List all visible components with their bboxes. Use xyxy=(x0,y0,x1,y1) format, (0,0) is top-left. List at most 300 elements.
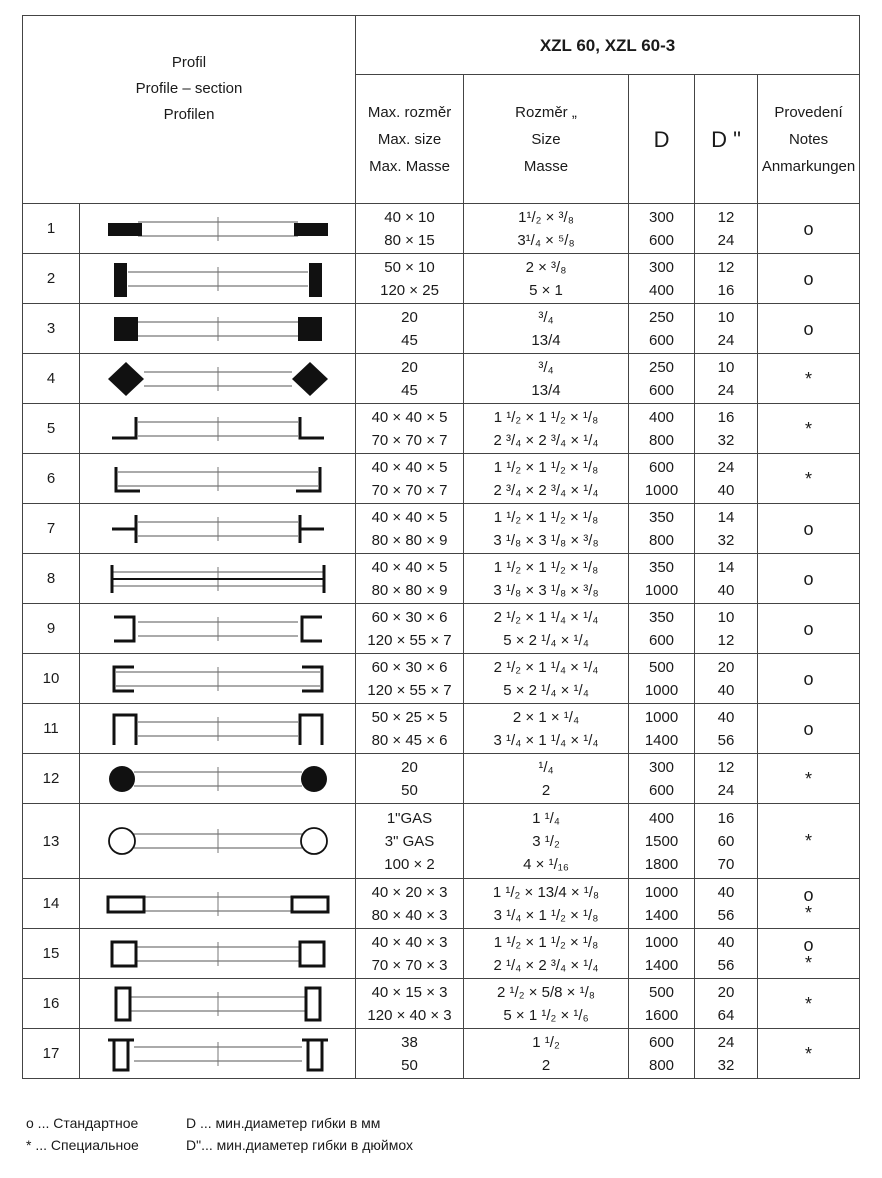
d-inch-cell xyxy=(695,304,758,354)
max-size-cell-line: 100 × 2 xyxy=(384,855,435,873)
d-cell-line: 1500 xyxy=(644,832,679,850)
profile-sketch xyxy=(80,204,356,254)
d-inch-cell-line: 40 xyxy=(717,681,735,699)
note-symbol: * xyxy=(805,993,813,1014)
table-row xyxy=(23,929,860,979)
row-number: 4 xyxy=(23,354,80,404)
d-header: D xyxy=(629,75,695,204)
d-cell-line: 250 xyxy=(649,358,675,376)
d-cell-line: 1000 xyxy=(644,681,679,699)
d-inch-cell-line: 24 xyxy=(717,381,735,399)
size-cell xyxy=(464,979,629,1029)
table-row xyxy=(23,354,860,404)
profile-sketch xyxy=(80,979,356,1029)
note-symbol: o xyxy=(803,618,814,639)
row-number: 5 xyxy=(23,404,80,454)
size-cell xyxy=(464,604,629,654)
maxsize-header-de: Max. Masse xyxy=(369,157,450,175)
d-cell-line: 600 xyxy=(649,1033,675,1051)
max-size-cell-line: 3" GAS xyxy=(384,832,435,850)
d-inch-cell-line: 24 xyxy=(717,781,735,799)
row-number: 12 xyxy=(23,754,80,804)
d-cell xyxy=(629,304,695,354)
note-symbol: * xyxy=(805,952,813,973)
d-cell-line: 800 xyxy=(649,431,675,449)
max-size-cell-line: 80 × 80 × 9 xyxy=(371,581,448,599)
d-cell xyxy=(629,254,695,304)
note-cell xyxy=(758,254,860,304)
max-size-cell xyxy=(356,304,464,354)
d-cell-line: 1000 xyxy=(644,708,679,726)
size-cell-line: 1 ¹/₂ × 13/4 × ¹/₈ xyxy=(492,883,600,901)
d-cell xyxy=(629,804,695,879)
size-cell-line: ³/₄ xyxy=(538,308,554,326)
d-inch-cell-line: 40 xyxy=(717,481,735,499)
table-row xyxy=(23,254,860,304)
max-size-cell-line: 50 xyxy=(401,781,418,799)
diamond-bar-profile-icon xyxy=(80,361,355,397)
table-row xyxy=(23,454,860,504)
flat-bar-vertical-profile-icon xyxy=(80,261,355,297)
d-cell-line: 400 xyxy=(649,809,675,827)
tee-out-profile-icon xyxy=(80,511,355,547)
row-number: 16 xyxy=(23,979,80,1029)
notes-header-en: Notes xyxy=(788,130,829,148)
d-inch-cell-line: 70 xyxy=(717,855,735,873)
note-cell xyxy=(758,979,860,1029)
note-cell xyxy=(758,504,860,554)
maxsize-header xyxy=(356,75,464,204)
d-inch-cell-line: 10 xyxy=(717,358,735,376)
d-inch-cell-line: 60 xyxy=(717,832,735,850)
d-inch-cell xyxy=(695,554,758,604)
note-symbol: * xyxy=(805,831,813,851)
d-cell xyxy=(629,654,695,704)
note-symbol: o xyxy=(803,668,814,689)
d-cell-line: 1800 xyxy=(644,855,679,873)
max-size-cell-line: 80 × 40 × 3 xyxy=(371,906,448,924)
size-header xyxy=(464,75,629,204)
machine-title: XZL 60, XZL 60-3 xyxy=(356,16,860,75)
size-header-cs: Rozměr „ xyxy=(515,103,577,121)
profile-sketch xyxy=(80,929,356,979)
row-number: 10 xyxy=(23,654,80,704)
row-number: 15 xyxy=(23,929,80,979)
d-cell-line: 800 xyxy=(649,1056,675,1074)
max-size-cell xyxy=(356,254,464,304)
profile-sketch xyxy=(80,254,356,304)
max-size-cell xyxy=(356,704,464,754)
note-cell xyxy=(758,604,860,654)
max-size-cell xyxy=(356,504,464,554)
d-inch-cell xyxy=(695,979,758,1029)
d-cell xyxy=(629,404,695,454)
note-symbol: * xyxy=(805,768,813,789)
note-symbol: o xyxy=(803,568,814,589)
max-size-cell xyxy=(356,204,464,254)
table-row xyxy=(23,604,860,654)
d-inch-cell-line: 16 xyxy=(717,408,735,426)
profile-sketch xyxy=(80,654,356,704)
max-size-cell xyxy=(356,654,464,704)
square-bar-profile-icon xyxy=(80,311,355,347)
table-row xyxy=(23,654,860,704)
size-cell-line: 1 ¹/₂ × 1 ¹/₂ × ¹/₈ xyxy=(493,508,599,526)
note-cell xyxy=(758,654,860,704)
d-cell xyxy=(629,454,695,504)
profile-sketch xyxy=(80,554,356,604)
size-cell-line: 2 ¹/₂ × 1 ¹/₄ × ¹/₄ xyxy=(493,658,599,676)
row-number: 8 xyxy=(23,554,80,604)
d-cell-line: 600 xyxy=(649,781,675,799)
max-size-cell-line: 40 × 40 × 5 xyxy=(371,558,448,576)
size-cell-line: 3 ¹/₈ × 3 ¹/₈ × ³/₈ xyxy=(493,531,599,549)
size-cell xyxy=(464,879,629,929)
size-cell-line: 3¹/₄ × ⁵/₈ xyxy=(517,231,575,249)
d-inch-cell-line: 16 xyxy=(717,281,735,299)
row-number: 13 xyxy=(23,804,80,879)
size-cell xyxy=(464,554,629,604)
size-cell-line: 2 × 1 × ¹/₄ xyxy=(512,708,580,726)
size-cell xyxy=(464,454,629,504)
table-row xyxy=(23,504,860,554)
d-cell-line: 600 xyxy=(649,231,675,249)
max-size-cell-line: 60 × 30 × 6 xyxy=(371,608,448,626)
size-cell xyxy=(464,654,629,704)
table-row xyxy=(23,204,860,254)
rect-tube-profile-icon xyxy=(80,886,355,922)
d-inch-cell xyxy=(695,504,758,554)
max-size-cell-line: 40 × 40 × 5 xyxy=(371,458,448,476)
row-number: 3 xyxy=(23,304,80,354)
d-cell-line: 1000 xyxy=(644,883,679,901)
row-number: 17 xyxy=(23,1029,80,1079)
note-cell xyxy=(758,929,860,979)
profile-sketch xyxy=(80,804,356,879)
d-cell-line: 400 xyxy=(649,408,675,426)
note-cell xyxy=(758,204,860,254)
max-size-cell-line: 20 xyxy=(401,358,418,376)
d-cell xyxy=(629,704,695,754)
table-body xyxy=(23,204,860,1079)
size-cell-line: 2 ¹/₂ × 5/8 × ¹/₈ xyxy=(497,983,595,1001)
max-size-cell-line: 40 × 40 × 3 xyxy=(371,933,448,951)
size-cell-line: 13/4 xyxy=(531,331,561,349)
max-size-cell-line: 20 xyxy=(401,308,418,326)
angle-in-profile-icon xyxy=(80,461,355,497)
max-size-cell xyxy=(356,979,464,1029)
size-cell-line: 2 × ³/₈ xyxy=(525,258,567,276)
size-cell xyxy=(464,304,629,354)
d-cell-line: 350 xyxy=(649,508,675,526)
note-symbol: * xyxy=(805,1043,813,1064)
channel-out-profile-icon xyxy=(80,611,355,647)
d-cell-line: 400 xyxy=(649,281,675,299)
size-cell-line: 2 ³/₄ × 2 ³/₄ × ¹/₄ xyxy=(493,431,599,449)
note-symbol: o xyxy=(803,718,814,739)
max-size-cell-line: 40 × 10 xyxy=(384,208,435,226)
size-cell-line: 1¹/₂ × ³/₈ xyxy=(518,208,574,226)
d-inch-cell-line: 40 xyxy=(717,581,735,599)
size-cell-line: 1 ¹/₄ xyxy=(532,809,560,827)
hat-tube-profile-icon xyxy=(80,1036,355,1072)
max-size-cell-line: 80 × 45 × 6 xyxy=(371,731,448,749)
max-size-cell-line: 80 × 15 xyxy=(384,231,435,249)
max-size-cell-line: 40 × 15 × 3 xyxy=(371,983,448,1001)
max-size-cell-line: 45 xyxy=(401,331,418,349)
max-size-cell xyxy=(356,454,464,504)
d-cell-line: 1000 xyxy=(644,581,679,599)
note-symbol: * xyxy=(805,368,813,389)
rect-tube-vertical-profile-icon xyxy=(80,986,355,1022)
size-cell-line: 2 xyxy=(541,1056,551,1074)
tee-in-profile-icon xyxy=(80,561,355,597)
note-symbol: o xyxy=(803,934,814,955)
note-cell xyxy=(758,804,860,879)
d-cell-line: 500 xyxy=(649,658,675,676)
profile-sketch xyxy=(80,504,356,554)
note-symbol: o xyxy=(803,318,814,339)
table-row xyxy=(23,979,860,1029)
bending-capacity-table xyxy=(22,15,860,1079)
d-inch-cell xyxy=(695,929,758,979)
d-cell xyxy=(629,554,695,604)
d-cell-line: 800 xyxy=(649,531,675,549)
d-inch-cell-line: 56 xyxy=(717,906,735,924)
profile-header-de: Profilen xyxy=(163,105,215,123)
max-size-cell-line: 60 × 30 × 6 xyxy=(371,658,448,676)
size-cell-line: 1 ¹/₂ × 1 ¹/₂ × ¹/₈ xyxy=(493,933,599,951)
d-inch-cell-line: 20 xyxy=(717,983,735,1001)
note-cell xyxy=(758,754,860,804)
d-cell-line: 600 xyxy=(649,631,675,649)
d-inch-cell xyxy=(695,254,758,304)
d-inch-cell xyxy=(695,204,758,254)
max-size-cell xyxy=(356,929,464,979)
size-cell xyxy=(464,354,629,404)
d-cell xyxy=(629,754,695,804)
d-cell-line: 1400 xyxy=(644,906,679,924)
table-row xyxy=(23,1029,860,1079)
profile-sketch xyxy=(80,304,356,354)
note-cell xyxy=(758,454,860,504)
d-cell xyxy=(629,354,695,404)
square-tube-profile-icon xyxy=(80,936,355,972)
size-header-de: Masse xyxy=(523,157,569,175)
d-inch-cell-line: 12 xyxy=(717,208,735,226)
note-symbol: o xyxy=(803,884,814,905)
d-cell-line: 500 xyxy=(649,983,675,1001)
size-cell-line: 1 ¹/₂ xyxy=(532,1033,560,1051)
profile-table-sheet xyxy=(22,15,859,1079)
d-inch-cell-line: 24 xyxy=(717,331,735,349)
d-inch-cell-line: 14 xyxy=(717,558,735,576)
size-header-en: Size xyxy=(531,130,561,148)
maxsize-header-cs: Max. rozměr xyxy=(367,103,452,121)
d-inch-cell-line: 24 xyxy=(717,1033,735,1051)
d-inch-cell xyxy=(695,704,758,754)
note-cell xyxy=(758,1029,860,1079)
legend-row-standard xyxy=(26,1112,413,1134)
legend-special-symbol: * ... Специальное xyxy=(26,1137,139,1153)
max-size-cell-line: 50 × 25 × 5 xyxy=(371,708,448,726)
d-cell xyxy=(629,604,695,654)
d-inch-cell xyxy=(695,654,758,704)
legend xyxy=(26,1112,413,1156)
d-inch-cell-line: 14 xyxy=(717,508,735,526)
note-symbol: * xyxy=(805,418,813,439)
d-cell-line: 350 xyxy=(649,608,675,626)
note-symbol: o xyxy=(803,218,814,239)
row-number: 2 xyxy=(23,254,80,304)
note-cell xyxy=(758,879,860,929)
max-size-cell-line: 50 × 10 xyxy=(384,258,435,276)
d-inch-cell-line: 10 xyxy=(717,608,735,626)
size-cell-line: 4 × ¹/₁₆ xyxy=(523,855,569,873)
d-cell-line: 250 xyxy=(649,308,675,326)
note-symbol: * xyxy=(805,468,813,489)
d-inch-cell-line: 24 xyxy=(717,231,735,249)
max-size-cell xyxy=(356,804,464,879)
max-size-cell-line: 70 × 70 × 7 xyxy=(371,431,448,449)
profile-sketch xyxy=(80,404,356,454)
d-inch-cell-line: 56 xyxy=(717,731,735,749)
round-tube-profile-icon xyxy=(80,823,355,859)
d-inch-cell-line: 16 xyxy=(717,809,735,827)
d-inch-cell xyxy=(695,354,758,404)
note-cell xyxy=(758,554,860,604)
d-cell-line: 600 xyxy=(649,331,675,349)
d-cell-line: 350 xyxy=(649,558,675,576)
size-cell-line: 13/4 xyxy=(531,381,561,399)
size-cell xyxy=(464,704,629,754)
table-row xyxy=(23,704,860,754)
size-cell xyxy=(464,804,629,879)
d-inch-cell-line: 40 xyxy=(717,883,735,901)
max-size-cell-line: 40 × 40 × 5 xyxy=(371,508,448,526)
size-cell-line: 1 ¹/₂ × 1 ¹/₂ × ¹/₈ xyxy=(493,558,599,576)
note-symbol: * xyxy=(805,902,813,923)
d-cell xyxy=(629,504,695,554)
notes-header xyxy=(758,75,860,204)
table-row xyxy=(23,754,860,804)
d-inch-cell-line: 12 xyxy=(717,258,735,276)
channel-down-profile-icon xyxy=(80,711,355,747)
size-cell-line: 1 ¹/₂ × 1 ¹/₂ × ¹/₈ xyxy=(493,408,599,426)
notes-header-cs: Provedení xyxy=(774,103,843,121)
size-cell-line: 2 ³/₄ × 2 ³/₄ × ¹/₄ xyxy=(493,481,599,499)
size-cell xyxy=(464,204,629,254)
max-size-cell-line: 20 xyxy=(401,758,418,776)
d-inch-cell xyxy=(695,804,758,879)
profile-header xyxy=(23,16,356,204)
size-cell-line: 5 × 2 ¹/₄ × ¹/₄ xyxy=(503,631,589,649)
d-inch-cell-line: 56 xyxy=(717,956,735,974)
table-row xyxy=(23,304,860,354)
max-size-cell-line: 45 xyxy=(401,381,418,399)
angle-out-profile-icon xyxy=(80,411,355,447)
size-cell-line: 3 ¹/₈ × 3 ¹/₈ × ³/₈ xyxy=(493,581,599,599)
d-cell-line: 1000 xyxy=(644,933,679,951)
max-size-cell xyxy=(356,554,464,604)
d-inch-cell-line: 64 xyxy=(717,1006,735,1024)
profile-sketch xyxy=(80,754,356,804)
row-number: 14 xyxy=(23,879,80,929)
round-bar-profile-icon xyxy=(80,761,355,797)
d-cell xyxy=(629,204,695,254)
row-number: 7 xyxy=(23,504,80,554)
note-cell xyxy=(758,704,860,754)
max-size-cell xyxy=(356,604,464,654)
size-cell-line: ¹/₄ xyxy=(538,758,554,776)
size-cell xyxy=(464,1029,629,1079)
d-inch-cell xyxy=(695,879,758,929)
profile-sketch xyxy=(80,604,356,654)
d-inch-cell-line: 12 xyxy=(717,758,735,776)
size-cell xyxy=(464,254,629,304)
d-inch-cell xyxy=(695,754,758,804)
table-row xyxy=(23,554,860,604)
max-size-cell-line: 120 × 25 xyxy=(380,281,439,299)
max-size-cell xyxy=(356,1029,464,1079)
d-inch-cell xyxy=(695,454,758,504)
profile-sketch xyxy=(80,454,356,504)
profile-sketch xyxy=(80,879,356,929)
size-cell xyxy=(464,754,629,804)
max-size-cell-line: 40 × 20 × 3 xyxy=(371,883,448,901)
max-size-cell xyxy=(356,879,464,929)
max-size-cell-line: 38 xyxy=(401,1033,418,1051)
d-cell-line: 300 xyxy=(649,258,675,276)
d-inch-cell-line: 32 xyxy=(717,431,735,449)
channel-in-profile-icon xyxy=(80,661,355,697)
d-cell-line: 1000 xyxy=(644,481,679,499)
max-size-cell-line: 70 × 70 × 7 xyxy=(371,481,448,499)
note-symbol: o xyxy=(803,518,814,539)
size-cell xyxy=(464,404,629,454)
d-cell-line: 600 xyxy=(649,458,675,476)
d-inch-cell-line: 40 xyxy=(717,708,735,726)
notes-header-de: Anmarkungen xyxy=(761,157,856,175)
note-cell xyxy=(758,404,860,454)
size-cell-line: 3 ¹/₄ × 1 ¹/₂ × ¹/₈ xyxy=(493,906,599,924)
size-cell-line: 3 ¹/₄ × 1 ¹/₄ × ¹/₄ xyxy=(493,731,599,749)
profile-sketch xyxy=(80,1029,356,1079)
d-cell-line: 300 xyxy=(649,208,675,226)
profile-header-cs: Profil xyxy=(171,53,207,71)
maxsize-header-en: Max. size xyxy=(377,130,442,148)
d-cell xyxy=(629,979,695,1029)
row-number: 11 xyxy=(23,704,80,754)
size-cell-line: 2 ¹/₂ × 1 ¹/₄ × ¹/₄ xyxy=(493,608,599,626)
max-size-cell-line: 40 × 40 × 5 xyxy=(371,408,448,426)
max-size-cell-line: 80 × 80 × 9 xyxy=(371,531,448,549)
max-size-cell-line: 70 × 70 × 3 xyxy=(371,956,448,974)
d-cell-line: 300 xyxy=(649,758,675,776)
table-row xyxy=(23,879,860,929)
size-cell-line: 5 × 2 ¹/₄ × ¹/₄ xyxy=(503,681,589,699)
size-cell-line: 5 × 1 ¹/₂ × ¹/₆ xyxy=(503,1006,589,1024)
profile-header-en: Profile – section xyxy=(135,79,243,97)
legend-row-special xyxy=(26,1134,413,1156)
d-cell-line: 1600 xyxy=(644,1006,679,1024)
max-size-cell-line: 120 × 55 × 7 xyxy=(367,681,452,699)
size-cell-line: ³/₄ xyxy=(538,358,554,376)
d-inch-cell-line: 24 xyxy=(717,458,735,476)
note-cell xyxy=(758,354,860,404)
d-cell-line: 1400 xyxy=(644,731,679,749)
d-inch-cell-line: 32 xyxy=(717,531,735,549)
